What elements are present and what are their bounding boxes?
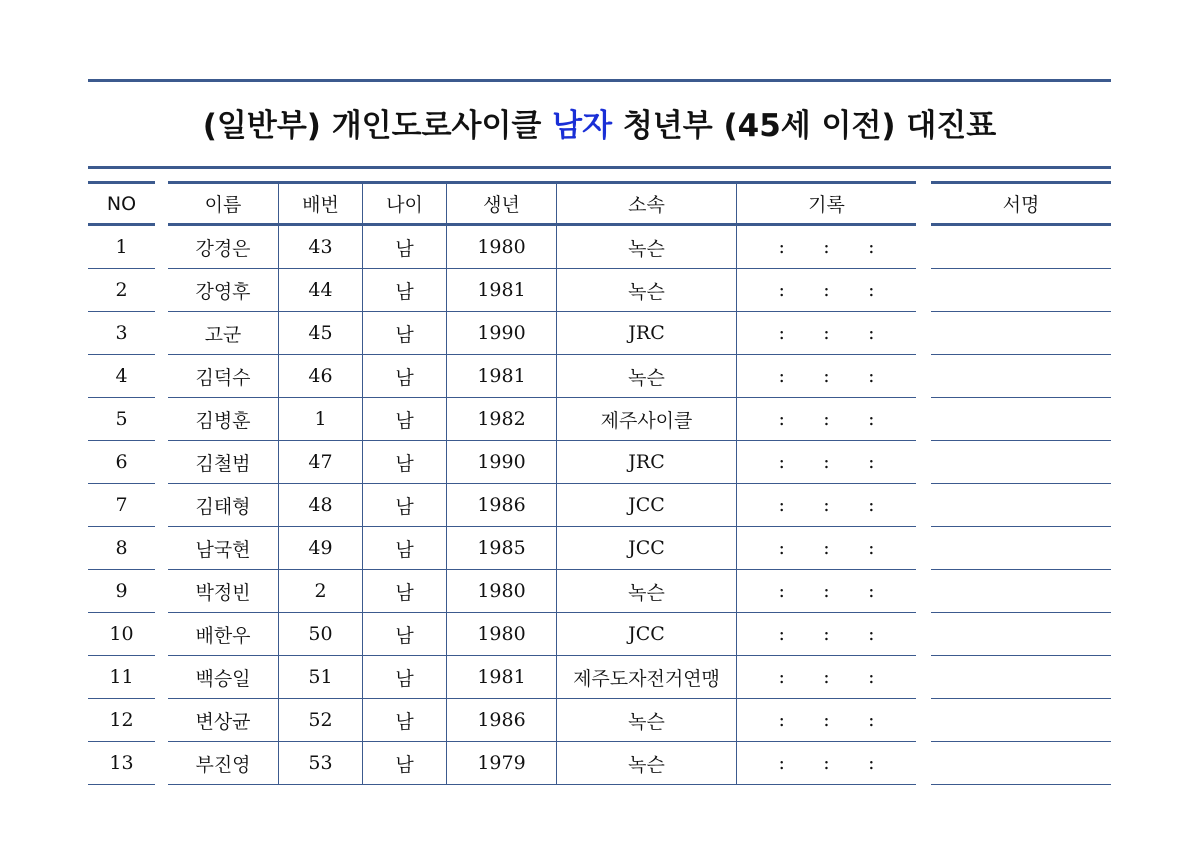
no-row: [88, 355, 155, 398]
cell-sign[interactable]: [931, 527, 1111, 569]
record-separator: :: [868, 752, 875, 774]
table-row: [168, 441, 916, 484]
cell-gender: 남: [362, 656, 446, 698]
table-row: [168, 570, 916, 613]
no-header-row: [88, 181, 155, 226]
cell-no: 5: [115, 408, 128, 430]
record-separators: [779, 623, 875, 645]
header-club: 소속: [556, 184, 736, 223]
cell-club: JRC: [556, 312, 736, 354]
no-row: [88, 570, 155, 613]
cell-club: 제주도자전거연맹: [556, 656, 736, 698]
cell-record[interactable]: [736, 570, 916, 612]
cell-year: 1980: [446, 570, 556, 612]
cell-club: 녹슨: [556, 742, 736, 784]
record-separator: :: [823, 623, 830, 645]
table-row: [168, 656, 916, 699]
sign-row: [931, 699, 1111, 742]
cell-year: 1979: [446, 742, 556, 784]
cell-sign[interactable]: [931, 613, 1111, 655]
record-separators: [779, 580, 875, 602]
record-separator: :: [823, 752, 830, 774]
cell-gender: 남: [362, 312, 446, 354]
cell-bib: 53: [278, 742, 362, 784]
no-row: [88, 398, 155, 441]
table-row: [168, 398, 916, 441]
sign-row: [931, 484, 1111, 527]
cell-no: 6: [115, 451, 128, 473]
cell-year: 1980: [446, 226, 556, 268]
table-row: [168, 613, 916, 656]
cell-no: 13: [109, 752, 134, 774]
sign-row: [931, 441, 1111, 484]
sign-row: [931, 226, 1111, 269]
no-row: [88, 742, 155, 785]
sign-row: [931, 742, 1111, 785]
record-separator: :: [778, 451, 785, 473]
cell-sign[interactable]: [931, 656, 1111, 698]
record-separator: :: [778, 408, 785, 430]
cell-sign[interactable]: [931, 742, 1111, 784]
no-row: [88, 484, 155, 527]
sign-row: [931, 355, 1111, 398]
sign-row: [931, 613, 1111, 656]
no-row: [88, 441, 155, 484]
cell-club: JRC: [556, 441, 736, 483]
cell-name: 남국현: [195, 538, 251, 561]
cell-gender: 남: [362, 398, 446, 440]
cell-year: 1980: [446, 613, 556, 655]
cell-gender: 남: [362, 226, 446, 268]
cell-no: 10: [109, 623, 134, 645]
no-row: [88, 656, 155, 699]
main-rows: [168, 226, 916, 785]
cell-club: 녹슨: [556, 570, 736, 612]
record-separators: [779, 666, 875, 688]
sign-rows: [931, 226, 1111, 785]
page-title: [88, 98, 1111, 154]
cell-bib: 44: [278, 269, 362, 311]
cell-sign[interactable]: [931, 355, 1111, 397]
cell-no: 7: [115, 494, 128, 516]
cell-gender: 남: [362, 613, 446, 655]
cell-year: 1981: [446, 355, 556, 397]
record-separator: :: [868, 322, 875, 344]
title-bottom-rule: [88, 166, 1111, 169]
cell-name: 배한우: [195, 624, 251, 647]
record-separator: :: [868, 623, 875, 645]
cell-name: 박정빈: [195, 581, 251, 604]
sign-row: [931, 656, 1111, 699]
table-row: [168, 355, 916, 398]
record-separator: :: [868, 537, 875, 559]
record-separator: :: [778, 236, 785, 258]
cell-name: 김태형: [195, 495, 251, 518]
table-row: [168, 527, 916, 570]
cell-no: 2: [115, 279, 128, 301]
record-separator: :: [868, 365, 875, 387]
cell-sign[interactable]: [931, 699, 1111, 741]
cell-record[interactable]: [736, 269, 916, 311]
record-separator: :: [778, 537, 785, 559]
cell-year: 1985: [446, 527, 556, 569]
table-row: [168, 226, 916, 269]
cell-gender: 남: [362, 699, 446, 741]
cell-gender: 남: [362, 570, 446, 612]
cell-bib: 51: [278, 656, 362, 698]
cell-year: 1981: [446, 269, 556, 311]
cell-bib: 48: [278, 484, 362, 526]
record-separator: :: [778, 494, 785, 516]
header-age: 나이: [362, 184, 446, 223]
cell-sign[interactable]: [931, 398, 1111, 440]
cell-record[interactable]: [736, 312, 916, 354]
cell-record[interactable]: [736, 355, 916, 397]
record-separators: [779, 236, 875, 258]
record-separator: :: [823, 279, 830, 301]
record-separator: :: [868, 451, 875, 473]
record-separators: [779, 365, 875, 387]
cell-club: JCC: [556, 484, 736, 526]
cell-record[interactable]: [736, 742, 916, 784]
record-separator: :: [823, 365, 830, 387]
sign-row: [931, 269, 1111, 312]
sign-row: [931, 570, 1111, 613]
cell-bib: 2: [278, 570, 362, 612]
record-separators: [779, 494, 875, 516]
sign-row: [931, 398, 1111, 441]
cell-year: 1982: [446, 398, 556, 440]
cell-no: 9: [115, 580, 128, 602]
record-separator: :: [823, 322, 830, 344]
title-part-1: (일반부) 개인도로사이클: [202, 108, 553, 144]
cell-gender: 남: [362, 355, 446, 397]
cell-no: 3: [115, 322, 128, 344]
no-row: [88, 527, 155, 570]
cell-name: 김철범: [195, 452, 251, 475]
record-separator: :: [868, 408, 875, 430]
cell-year: 1990: [446, 312, 556, 354]
cell-year: 1990: [446, 441, 556, 483]
cell-record[interactable]: [736, 656, 916, 698]
cell-no: 1: [115, 236, 128, 258]
cell-year: 1981: [446, 656, 556, 698]
cell-no: 12: [109, 709, 134, 731]
record-separators: [779, 408, 875, 430]
record-separator: :: [823, 494, 830, 516]
record-separator: :: [868, 580, 875, 602]
table-row: [168, 742, 916, 785]
header-bib: 배번: [278, 184, 362, 223]
cell-name: 변상균: [195, 710, 251, 733]
cell-club: 녹슨: [556, 699, 736, 741]
cell-no: 8: [115, 537, 128, 559]
no-row: [88, 312, 155, 355]
record-separator: :: [778, 580, 785, 602]
cell-sign[interactable]: [931, 312, 1111, 354]
cell-record[interactable]: [736, 484, 916, 526]
record-separator: :: [868, 494, 875, 516]
header-name: 이름: [204, 194, 242, 216]
top-rule: [88, 79, 1111, 82]
record-separator: :: [823, 580, 830, 602]
record-separator: :: [868, 709, 875, 731]
title-highlight: 남자: [552, 108, 613, 144]
title-part-2: 청년부 (45세 이전) 대진표: [612, 108, 997, 144]
record-separator: :: [868, 666, 875, 688]
cell-sign[interactable]: [931, 484, 1111, 526]
cell-bib: 52: [278, 699, 362, 741]
record-separator: :: [823, 537, 830, 559]
record-separator: :: [868, 236, 875, 258]
cell-bib: 1: [278, 398, 362, 440]
table-row: [168, 312, 916, 355]
cell-bib: 47: [278, 441, 362, 483]
cell-record[interactable]: [736, 699, 916, 741]
no-row: [88, 699, 155, 742]
main-header-row: [168, 181, 916, 226]
cell-name: 김병훈: [195, 409, 251, 432]
header-sign: 서명: [1002, 194, 1040, 216]
cell-bib: 46: [278, 355, 362, 397]
cell-club: 녹슨: [556, 269, 736, 311]
cell-record[interactable]: [736, 441, 916, 483]
table-row: [168, 484, 916, 527]
record-separator: :: [778, 623, 785, 645]
cell-club: JCC: [556, 613, 736, 655]
table-row: [168, 269, 916, 312]
cell-gender: 남: [362, 742, 446, 784]
record-separators: [779, 322, 875, 344]
record-separator: :: [823, 451, 830, 473]
cell-name: 강영후: [195, 280, 251, 303]
cell-no: 4: [115, 365, 128, 387]
no-column-block: [88, 181, 155, 785]
cell-name: 김덕수: [195, 366, 251, 389]
cell-bib: 43: [278, 226, 362, 268]
cell-bib: 49: [278, 527, 362, 569]
sign-row: [931, 527, 1111, 570]
cell-year: 1986: [446, 484, 556, 526]
no-row: [88, 226, 155, 269]
cell-club: 녹슨: [556, 355, 736, 397]
cell-record[interactable]: [736, 398, 916, 440]
sign-column-block: [931, 181, 1111, 785]
no-row: [88, 613, 155, 656]
sign-header-row: [931, 181, 1111, 226]
cell-year: 1986: [446, 699, 556, 741]
record-separators: [779, 451, 875, 473]
main-table-block: [168, 181, 916, 785]
cell-club: JCC: [556, 527, 736, 569]
cell-club: 제주사이클: [556, 398, 736, 440]
record-separator: :: [823, 709, 830, 731]
cell-bib: 45: [278, 312, 362, 354]
record-separators: [779, 279, 875, 301]
sign-row: [931, 312, 1111, 355]
cell-name: 강경은: [195, 237, 251, 260]
cell-name: 부진영: [195, 753, 251, 776]
record-separator: :: [868, 279, 875, 301]
cell-sign[interactable]: [931, 269, 1111, 311]
cell-name: 백승일: [195, 667, 251, 690]
cell-gender: 남: [362, 527, 446, 569]
cell-sign[interactable]: [931, 570, 1111, 612]
record-separator: :: [778, 666, 785, 688]
record-separator: :: [778, 279, 785, 301]
cell-gender: 남: [362, 269, 446, 311]
cell-name: 고군: [204, 323, 242, 346]
cell-record[interactable]: [736, 613, 916, 655]
cell-record[interactable]: [736, 527, 916, 569]
record-separator: :: [778, 752, 785, 774]
no-rows: [88, 226, 155, 785]
cell-no: 11: [109, 666, 134, 688]
record-separators: [779, 537, 875, 559]
record-separator: :: [823, 666, 830, 688]
no-row: [88, 269, 155, 312]
header-no: NO: [106, 192, 137, 215]
record-separators: [779, 752, 875, 774]
record-separator: :: [778, 365, 785, 387]
cell-gender: 남: [362, 441, 446, 483]
record-separators: [779, 709, 875, 731]
record-separator: :: [823, 408, 830, 430]
cell-gender: 남: [362, 484, 446, 526]
record-separator: :: [823, 236, 830, 258]
cell-bib: 50: [278, 613, 362, 655]
cell-sign[interactable]: [931, 441, 1111, 483]
cell-club: 녹슨: [556, 226, 736, 268]
record-separator: :: [778, 322, 785, 344]
header-record: 기록: [736, 184, 916, 223]
cell-record[interactable]: [736, 226, 916, 268]
header-year: 생년: [446, 184, 556, 223]
table-row: [168, 699, 916, 742]
cell-sign[interactable]: [931, 226, 1111, 268]
record-separator: :: [778, 709, 785, 731]
